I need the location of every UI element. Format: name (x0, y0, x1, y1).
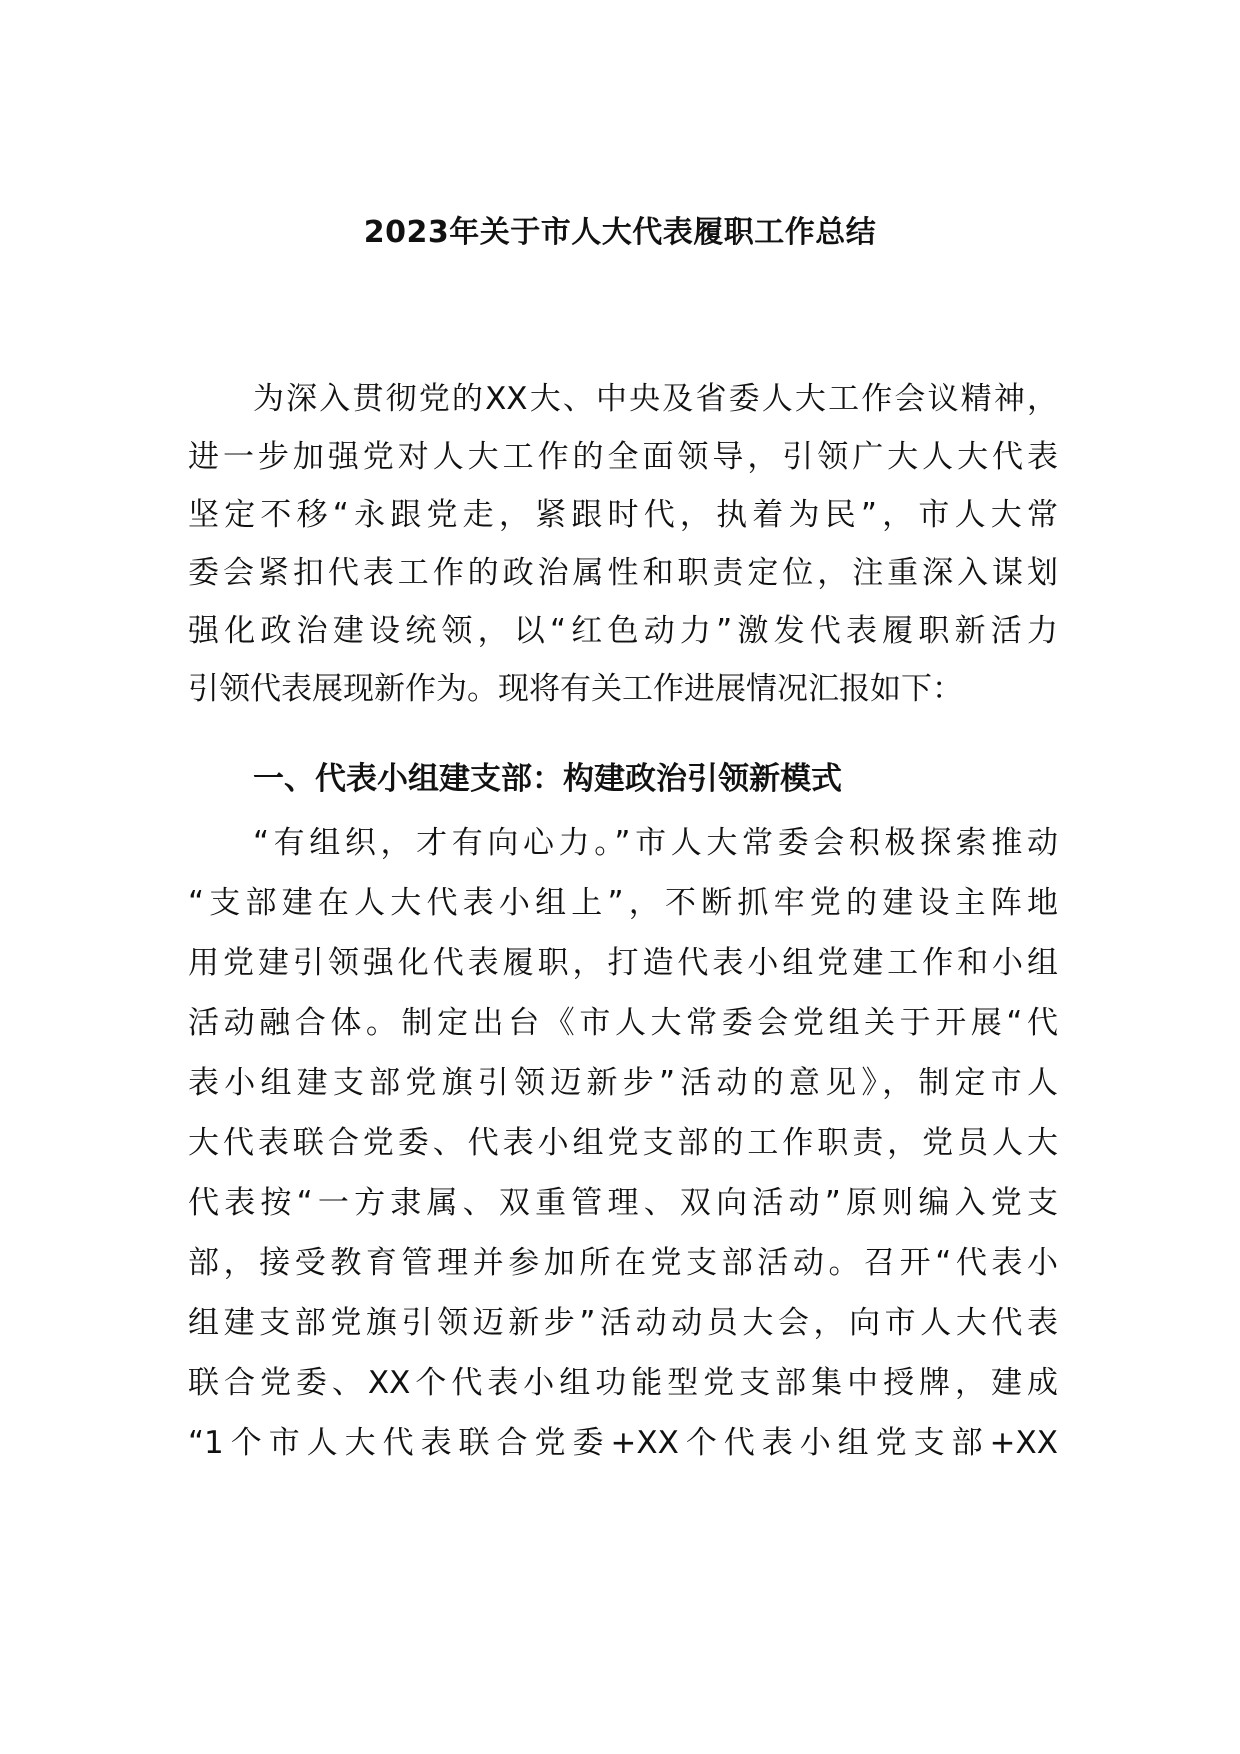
body-line: 联合党委、XX个代表小组功能型党支部集中授牌，建成 (188, 1365, 1058, 1401)
body-line: 组建支部党旗引领迈新步”活动动员大会，向市人大代表 (188, 1305, 1058, 1341)
body-line: 部，接受教育管理并参加所在党支部活动。召开“代表小 (188, 1245, 1058, 1281)
intro-line: 坚定不移“永跟党走，紧跟时代，执着为民”，市人大常 (188, 497, 1058, 533)
intro-line: 引领代表展现新作为。现将有关工作进展情况汇报如下： (188, 671, 963, 707)
intro-line: 强化政治建设统领，以“红色动力”激发代表履职新活力 (188, 613, 1058, 649)
intro-line: 进一步加强党对人大工作的全面领导，引领广大人大代表 (188, 439, 1058, 475)
document-title: 2023年关于市人大代表履职工作总结 (363, 215, 877, 250)
body-line: “支部建在人大代表小组上”，不断抓牢党的建设主阵地 (188, 885, 1058, 921)
body-line: “有组织，才有向心力。”市人大常委会积极探索推动 (253, 825, 1058, 861)
body-line: 活动融合体。制定出台《市人大常委会党组关于开展“代 (188, 1005, 1058, 1041)
section-heading: 一、代表小组建支部：构建政治引领新模式 (253, 761, 842, 797)
body-line: 大代表联合党委、代表小组党支部的工作职责，党员人大 (188, 1125, 1058, 1161)
body-line: 用党建引领强化代表履职，打造代表小组党建工作和小组 (188, 945, 1058, 981)
body-line: 代表按“一方隶属、双重管理、双向活动”原则编入党支 (188, 1185, 1058, 1221)
body-line: “1个市人大代表联合党委+XX个代表小组党支部+XX (188, 1425, 1058, 1461)
intro-line: 为深入贯彻党的XX大、中央及省委人大工作会议精神， (253, 381, 1058, 417)
body-line: 表小组建支部党旗引领迈新步”活动的意见》，制定市人 (188, 1065, 1058, 1101)
intro-line: 委会紧扣代表工作的政治属性和职责定位，注重深入谋划 (188, 555, 1058, 591)
